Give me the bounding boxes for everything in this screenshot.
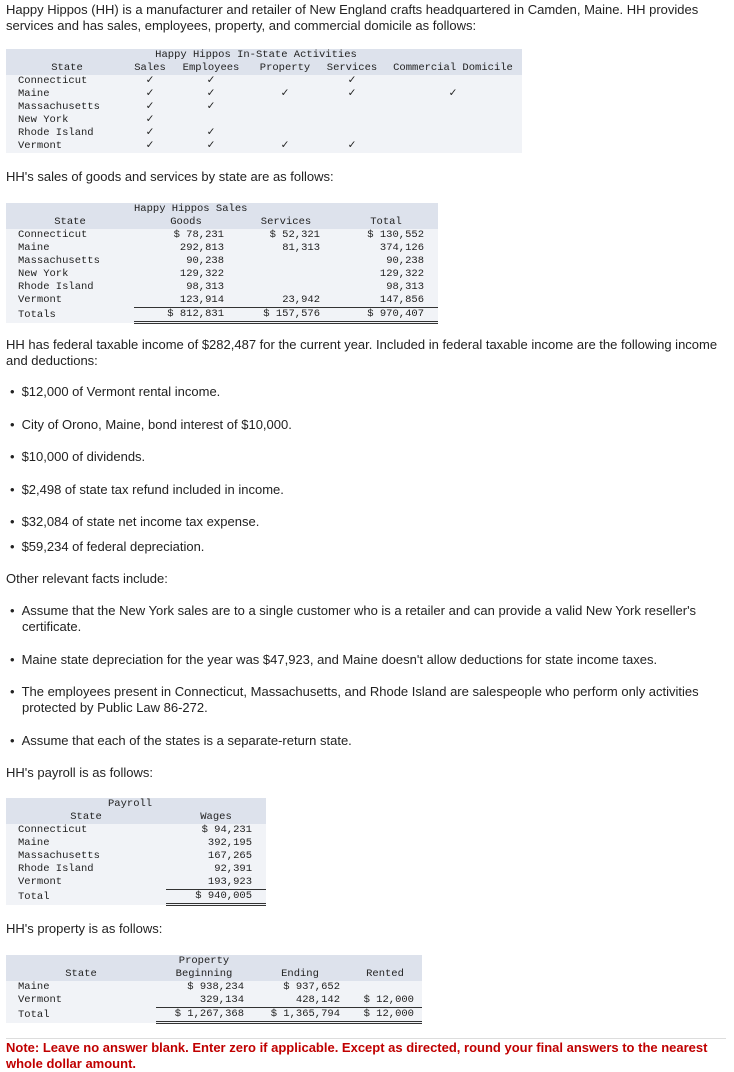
state-cell: Massachusetts xyxy=(18,850,100,862)
activities-header-state: State xyxy=(51,62,83,74)
table-row xyxy=(6,242,438,255)
payroll-intro: HH's payroll is as follows: xyxy=(6,765,153,780)
table-row xyxy=(6,890,266,905)
amount-cell xyxy=(238,281,334,294)
amount-cell xyxy=(238,268,334,281)
table-row xyxy=(6,850,266,863)
bullet-item: • $2,498 of state tax refund included in income. xyxy=(10,482,284,498)
state-cell: Massachusetts xyxy=(18,255,100,267)
table-row xyxy=(6,88,522,101)
note-text: Note: Leave no answer blank. Enter zero if applicable. Except as directed, round your final answers to the nearest whole dollar amount. xyxy=(6,1038,726,1072)
state-cell: Vermont xyxy=(18,876,63,889)
amount-cell: 98,313 xyxy=(186,281,224,293)
activities-rows xyxy=(6,75,522,153)
bullet-item: • $10,000 of dividends. xyxy=(10,449,145,465)
empty-cell xyxy=(384,101,522,114)
amount-cell: 292,813 xyxy=(179,242,224,254)
activities-table xyxy=(6,49,522,153)
table-row xyxy=(6,268,438,281)
amount-cell: 329,134 xyxy=(156,994,252,1008)
property-header-beginning: Beginning xyxy=(175,968,233,980)
empty-cell xyxy=(250,127,320,140)
amount-cell: 129,322 xyxy=(179,268,224,280)
amount-cell xyxy=(348,981,422,994)
check-icon: ✓ xyxy=(280,88,290,100)
state-cell: Maine xyxy=(18,837,50,849)
table-row xyxy=(6,127,522,140)
empty-cell xyxy=(320,101,384,114)
state-cell: Connecticut xyxy=(18,824,88,836)
sales-header-services: Services xyxy=(260,216,312,228)
amount-cell: $ 812,831 xyxy=(134,308,238,323)
property-table xyxy=(6,955,422,1024)
amount-cell: 92,391 xyxy=(214,863,252,875)
check-icon: ✓ xyxy=(347,75,357,87)
amount-cell: 98,313 xyxy=(386,281,424,293)
check-icon: ✓ xyxy=(347,140,357,152)
property-header-rented: Rented xyxy=(366,968,404,980)
amount-cell: 81,313 xyxy=(282,242,320,254)
table-row xyxy=(6,863,266,876)
table-row xyxy=(6,255,438,268)
amount-cell: 90,238 xyxy=(386,255,424,267)
state-cell: Maine xyxy=(18,242,50,254)
sales-header-state: State xyxy=(54,216,86,228)
sales-header-total: Total xyxy=(370,216,402,228)
sales-title: Happy Hippos Sales xyxy=(134,203,248,215)
sales-intro: HH's sales of goods and services by state are as follows: xyxy=(6,169,334,184)
amount-cell xyxy=(238,255,334,268)
table-row xyxy=(6,308,438,323)
amount-cell: 428,142 xyxy=(252,994,348,1008)
check-icon: ✓ xyxy=(448,88,458,100)
amount-cell: $ 1,365,794 xyxy=(252,1008,348,1023)
bullet-item: • The employees present in Connecticut, Massachusetts, and Rhode Island are salespeople who perform only activities protected by Public Law 86-272. xyxy=(10,684,732,716)
state-cell: Rhode Island xyxy=(18,281,94,293)
state-cell: Rhode Island xyxy=(18,127,94,139)
intro-paragraph: Happy Hippos (HH) is a manufacturer and retailer of New England crafts headquartered in Camden, Maine. HH provides services and has sales, employees, property, and commercial domicile as follows: xyxy=(6,2,699,33)
amount-cell: 193,923 xyxy=(166,876,266,890)
sales-rows xyxy=(6,229,438,323)
table-row xyxy=(6,281,438,294)
facts-intro: Other relevant facts include: xyxy=(6,571,168,586)
bullet-item: • Assume that the New York sales are to a single customer who is a retailer and can provide a valid New York reseller's certificate. xyxy=(10,603,732,635)
amount-cell: $ 937,652 xyxy=(283,981,340,993)
table-row xyxy=(6,994,422,1008)
state-cell: Totals xyxy=(18,308,56,321)
table-row xyxy=(6,75,522,88)
bullet-item: • $59,234 of federal depreciation. xyxy=(10,539,204,555)
check-icon: ✓ xyxy=(145,101,155,113)
amount-cell: $ 938,234 xyxy=(187,981,244,993)
empty-cell xyxy=(250,114,320,127)
amount-cell: 23,942 xyxy=(238,294,334,308)
table-row xyxy=(6,981,422,994)
state-cell: Rhode Island xyxy=(18,863,94,875)
state-cell: Vermont xyxy=(18,294,63,307)
amount-cell: 374,126 xyxy=(379,242,424,254)
state-cell: Total xyxy=(18,890,50,903)
table-row xyxy=(6,140,522,153)
bullet-item: • City of Orono, Maine, bond interest of $10,000. xyxy=(10,417,292,433)
check-icon: ✓ xyxy=(145,75,155,87)
property-rows xyxy=(6,981,422,1023)
state-cell: Massachusetts xyxy=(18,101,100,113)
state-cell: Total xyxy=(18,1008,50,1021)
state-cell: Vermont xyxy=(18,994,63,1007)
amount-cell: 167,265 xyxy=(207,850,252,862)
bullet-item: • $12,000 of Vermont rental income. xyxy=(10,384,220,400)
amount-cell: 392,195 xyxy=(207,837,252,849)
property-intro: HH's property is as follows: xyxy=(6,921,163,936)
activities-header-sales: Sales xyxy=(134,62,166,74)
check-icon: ✓ xyxy=(206,75,216,87)
activities-header-employees: Employees xyxy=(182,62,240,74)
activities-header-domicile: Commercial Domicile xyxy=(393,62,513,74)
check-icon: ✓ xyxy=(145,88,155,100)
check-icon: ✓ xyxy=(145,114,155,126)
empty-cell xyxy=(384,75,522,88)
table-row xyxy=(6,101,522,114)
activities-header-property: Property xyxy=(259,62,311,74)
table-row xyxy=(6,114,522,127)
empty-cell xyxy=(172,114,250,127)
empty-cell xyxy=(320,127,384,140)
state-cell: New York xyxy=(18,114,69,126)
empty-cell xyxy=(384,127,522,140)
table-row xyxy=(6,824,266,837)
bullet-item: • $32,084 of state net income tax expense. xyxy=(10,514,259,530)
state-cell: Connecticut xyxy=(18,229,88,241)
amount-cell: $ 94,231 xyxy=(201,824,252,836)
amount-cell: $ 12,000 xyxy=(348,1008,422,1023)
amount-cell: 129,322 xyxy=(379,268,424,280)
amount-cell: 90,238 xyxy=(186,255,224,267)
table-row xyxy=(6,837,266,850)
activities-header-services: Services xyxy=(326,62,378,74)
payroll-title: Payroll xyxy=(108,798,153,810)
property-header-state: State xyxy=(65,968,97,980)
sales-table xyxy=(6,203,438,324)
amount-cell: $ 12,000 xyxy=(348,994,422,1008)
amount-cell: $ 78,231 xyxy=(173,229,224,241)
activities-title: Happy Hippos In-State Activities xyxy=(155,49,357,61)
state-cell: Maine xyxy=(18,981,50,993)
payroll-header-wages: Wages xyxy=(200,811,232,823)
check-icon: ✓ xyxy=(280,140,290,152)
table-row xyxy=(6,1008,422,1023)
check-icon: ✓ xyxy=(347,88,357,100)
state-cell: Vermont xyxy=(18,140,63,152)
empty-cell xyxy=(250,75,320,88)
amount-cell: $ 1,267,368 xyxy=(156,1008,252,1023)
bullet-item: • Maine state depreciation for the year was $47,923, and Maine doesn't allow deductions for state income taxes. xyxy=(10,652,732,668)
bullet-item: • Assume that each of the states is a separate-return state. xyxy=(10,733,732,749)
check-icon: ✓ xyxy=(145,127,155,139)
empty-cell xyxy=(320,114,384,127)
amount-cell: 147,856 xyxy=(334,294,438,308)
empty-cell xyxy=(384,140,522,153)
check-icon: ✓ xyxy=(206,101,216,113)
amount-cell: $ 157,576 xyxy=(238,308,334,323)
table-row xyxy=(6,294,438,308)
table-row xyxy=(6,876,266,890)
state-cell: Connecticut xyxy=(18,75,88,87)
fti-paragraph: HH has federal taxable income of $282,487 for the current year. Included in federal taxable income are the following income and deductions: xyxy=(6,337,718,368)
table-row xyxy=(6,229,438,242)
payroll-rows xyxy=(6,824,266,905)
state-cell: Maine xyxy=(18,88,50,100)
amount-cell: $ 940,005 xyxy=(166,890,266,905)
check-icon: ✓ xyxy=(206,88,216,100)
check-icon: ✓ xyxy=(145,140,155,152)
payroll-header-state: State xyxy=(70,811,102,823)
empty-cell xyxy=(384,114,522,127)
check-icon: ✓ xyxy=(206,140,216,152)
sales-header-goods: Goods xyxy=(170,216,202,228)
amount-cell: $ 970,407 xyxy=(334,308,438,323)
state-cell: New York xyxy=(18,268,69,280)
amount-cell: $ 52,321 xyxy=(269,229,320,241)
empty-cell xyxy=(250,101,320,114)
check-icon: ✓ xyxy=(206,127,216,139)
payroll-table xyxy=(6,798,266,906)
amount-cell: 123,914 xyxy=(134,294,238,308)
property-header-ending: Ending xyxy=(281,968,319,980)
property-title: Property xyxy=(178,955,230,967)
amount-cell: $ 130,552 xyxy=(367,229,424,241)
